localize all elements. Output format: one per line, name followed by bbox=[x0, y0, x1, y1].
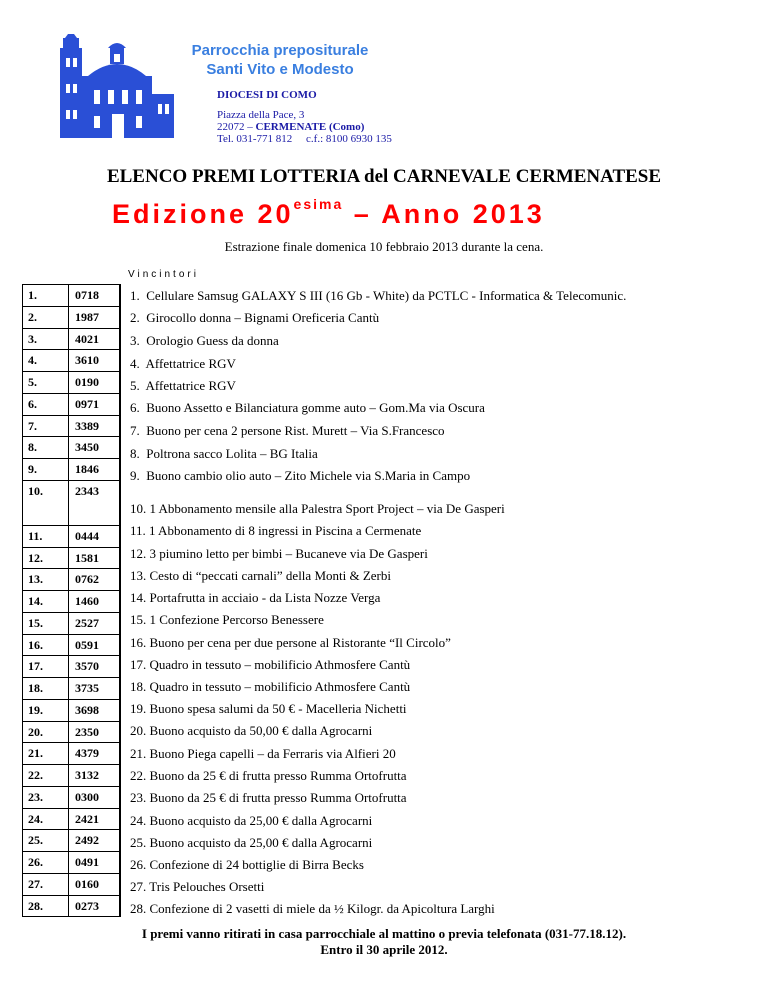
prize-item: 24. Buono acquisto da 25,00 € dalla Agrocarni bbox=[130, 813, 373, 828]
table-row bbox=[22, 722, 121, 744]
table-row bbox=[22, 635, 121, 657]
table-row bbox=[22, 852, 121, 874]
ticket-number: 3389 bbox=[75, 418, 99, 433]
prize-item: 23. Buono da 25 € di frutta presso Rumma Ortofrutta bbox=[130, 790, 407, 805]
diocese-label: DIOCESI DI COMO bbox=[217, 89, 317, 101]
prize-number: 28. bbox=[23, 896, 69, 917]
prize-number: 17. bbox=[23, 656, 69, 677]
prize-number: 13. bbox=[23, 569, 69, 590]
prize-item: 25. Buono acquisto da 25,00 € dalla Agrocarni bbox=[130, 835, 373, 850]
prize-item: 7. Buono per cena 2 persone Rist. Murett – Via S.Francesco bbox=[130, 423, 445, 438]
prize-number: 6. bbox=[23, 394, 69, 415]
prize-item: 6. Buono Assetto e Bilanciatura gomme auto – Gom.Ma via Oscura bbox=[130, 400, 485, 415]
prize-item: 12. 3 piumino letto per bimbi – Bucaneve via De Gasperi bbox=[130, 546, 428, 561]
address-street: Piazza della Pace, 3 bbox=[217, 109, 305, 121]
table-row bbox=[22, 613, 121, 635]
table-row bbox=[22, 656, 121, 678]
prize-number: 23. bbox=[23, 787, 69, 808]
ticket-number: 3132 bbox=[75, 768, 99, 782]
prize-item: 20. Buono acquisto da 50,00 € dalla Agrocarni bbox=[130, 723, 373, 738]
ticket-number: 0971 bbox=[75, 396, 99, 411]
prize-number: 18. bbox=[23, 678, 69, 699]
table-row bbox=[22, 591, 121, 613]
table-row bbox=[22, 700, 121, 722]
table-row bbox=[22, 787, 121, 809]
ticket-number: 1581 bbox=[75, 550, 99, 565]
prize-item: 9. Buono cambio olio auto – Zito Michele via S.Maria in Campo bbox=[130, 468, 471, 483]
table-row bbox=[22, 481, 121, 526]
table-row bbox=[22, 526, 121, 548]
prize-item: 11. 1 Abbonamento di 8 ingressi in Piscina a Cermenate bbox=[130, 523, 422, 538]
prize-item: 4. Affettatrice RGV bbox=[130, 356, 236, 371]
prize-item: 5. Affettatrice RGV bbox=[130, 378, 236, 393]
ticket-number: 2492 bbox=[75, 833, 99, 848]
address-province: (Como) bbox=[326, 121, 365, 133]
address-city: CERMENATE bbox=[255, 121, 327, 133]
ticket-table bbox=[22, 284, 121, 917]
draw-date-subtitle: Estrazione finale domenica 10 febbraio 2013 durante la cena. bbox=[224, 239, 544, 254]
prize-number: 19. bbox=[23, 700, 69, 721]
ticket-number: 0160 bbox=[75, 876, 99, 891]
prize-item: 2. Girocollo donna – Bignami Oreficeria Cantù bbox=[130, 310, 380, 325]
prize-item: 3. Orologio Guess da donna bbox=[130, 333, 279, 348]
parish-name bbox=[165, 41, 395, 79]
table-row bbox=[22, 285, 121, 307]
table-row bbox=[22, 569, 121, 591]
prize-number: 7. bbox=[23, 416, 69, 437]
table-row bbox=[22, 372, 121, 394]
ticket-number: 2343 bbox=[75, 483, 99, 498]
ticket-number: 4021 bbox=[75, 331, 99, 346]
ticket-number: 2421 bbox=[75, 811, 99, 826]
ticket-number: 0718 bbox=[75, 288, 99, 302]
prize-number: 20. bbox=[23, 722, 69, 743]
prize-item: 17. Quadro in tessuto – mobilificio Athmosfere Cantù bbox=[130, 657, 411, 672]
prize-item: 26. Confezione di 24 bottiglie di Birra Becks bbox=[130, 857, 364, 872]
prize-item: 14. Portafrutta in acciaio - da Lista Nozze Verga bbox=[130, 590, 381, 605]
edition-heading bbox=[112, 196, 545, 230]
edition-suffix: esima bbox=[293, 196, 344, 212]
table-row bbox=[22, 830, 121, 852]
prize-item: 13. Cesto di “peccati carnali” della Monti & Zerbi bbox=[130, 568, 391, 583]
ticket-number: 2527 bbox=[75, 615, 99, 630]
prize-number: 24. bbox=[23, 809, 69, 830]
prize-number: 5. bbox=[23, 372, 69, 393]
prize-item: 19. Buono spesa salumi da 50 € - Macelleria Nichetti bbox=[130, 701, 407, 716]
ticket-number: 3610 bbox=[75, 353, 99, 368]
address-city-line bbox=[217, 121, 364, 133]
table-row bbox=[22, 809, 121, 831]
winners-label: Vincintori bbox=[128, 269, 199, 280]
prize-item: 16. Buono per cena per due persone al Ristorante “Il Circolo” bbox=[130, 635, 451, 650]
table-row bbox=[22, 329, 121, 351]
ticket-number: 1987 bbox=[75, 309, 99, 324]
ticket-number: 0491 bbox=[75, 855, 99, 869]
prize-number: 16. bbox=[23, 635, 69, 656]
ticket-number: 2350 bbox=[75, 724, 99, 739]
footer-line1: I premi vanno ritirati in casa parrocchiale al mattino o previa telefonata (031-77.18.12). bbox=[141, 926, 627, 941]
prize-item: 8. Poltrona sacco Lolita – BG Italia bbox=[130, 446, 318, 461]
prize-number: 22. bbox=[23, 765, 69, 786]
table-row bbox=[22, 459, 121, 481]
prize-item: 22. Buono da 25 € di frutta presso Rumma Ortofrutta bbox=[130, 768, 407, 783]
ticket-number: 1846 bbox=[75, 462, 99, 476]
table-row bbox=[22, 896, 121, 918]
prize-number: 14. bbox=[23, 591, 69, 612]
prize-number: 1. bbox=[23, 285, 69, 306]
page-title: ELENCO PREMI LOTTERIA del CARNEVALE CERMENATESE bbox=[106, 166, 662, 187]
prize-number: 4. bbox=[23, 350, 69, 371]
table-row bbox=[22, 548, 121, 570]
edition-year: – Anno 2013 bbox=[343, 199, 545, 229]
ticket-number: 0190 bbox=[75, 375, 99, 389]
prize-number: 11. bbox=[23, 526, 69, 547]
church-logo bbox=[48, 34, 178, 146]
prize-item: 10. 1 Abbonamento mensile alla Palestra Sport Project – via De Gasperi bbox=[130, 501, 505, 516]
prize-item: 15. 1 Confezione Percorso Benessere bbox=[130, 612, 324, 627]
prize-item: 28. Confezione di 2 vasetti di miele da ½ Kilogr. da Apicoltura Larghi bbox=[130, 901, 495, 916]
parish-name-line2: Santi Vito e Modesto bbox=[206, 61, 354, 78]
table-row bbox=[22, 394, 121, 416]
ticket-number: 3735 bbox=[75, 681, 99, 695]
parish-name-line1: Parrocchia prepositurale bbox=[191, 42, 369, 59]
ticket-number: 1460 bbox=[75, 594, 99, 608]
table-row bbox=[22, 437, 121, 459]
table-row bbox=[22, 874, 121, 896]
address-phone: Tel. 031-771 812 c.f.: 8100 6930 135 bbox=[217, 133, 392, 145]
footer-note bbox=[0, 926, 768, 958]
prize-number: 21. bbox=[23, 743, 69, 764]
prize-number: 12. bbox=[23, 548, 69, 569]
prize-item: 18. Quadro in tessuto – mobilificio Athmosfere Cantù bbox=[130, 679, 411, 694]
ticket-number: 0591 bbox=[75, 637, 99, 652]
prize-number: 25. bbox=[23, 830, 69, 851]
prize-item: 27. Tris Pelouches Orsetti bbox=[130, 879, 265, 894]
prize-item: 21. Buono Piega capelli – da Ferraris via Alfieri 20 bbox=[130, 746, 396, 761]
ticket-number: 0444 bbox=[75, 528, 99, 543]
prize-number: 2. bbox=[23, 307, 69, 328]
table-row bbox=[22, 743, 121, 765]
prize-number: 10. bbox=[23, 481, 69, 525]
prize-number: 27. bbox=[23, 874, 69, 895]
ticket-number: 3698 bbox=[75, 702, 99, 717]
prize-number: 26. bbox=[23, 852, 69, 873]
ticket-number: 3570 bbox=[75, 659, 99, 674]
ticket-number: 3450 bbox=[75, 440, 99, 455]
edition-number: Edizione 20 bbox=[112, 199, 294, 229]
ticket-number: 0762 bbox=[75, 572, 99, 587]
address-zip: 22072 – bbox=[217, 121, 256, 133]
footer-line2: Entro il 30 aprile 2012. bbox=[320, 942, 448, 957]
table-row bbox=[22, 678, 121, 700]
table-row bbox=[22, 765, 121, 787]
prize-number: 3. bbox=[23, 329, 69, 350]
prize-item: 1. Cellulare Samsug GALAXY S III (16 Gb - White) da PCTLC - Informatica & Telecomunic. bbox=[130, 288, 627, 303]
table-row bbox=[22, 307, 121, 329]
ticket-number: 4379 bbox=[75, 746, 99, 761]
table-row bbox=[22, 416, 121, 438]
ticket-number: 0300 bbox=[75, 789, 99, 804]
prize-number: 8. bbox=[23, 437, 69, 458]
ticket-number: 0273 bbox=[75, 898, 99, 913]
prize-number: 9. bbox=[23, 459, 69, 480]
table-row bbox=[22, 350, 121, 372]
prize-number: 15. bbox=[23, 613, 69, 634]
